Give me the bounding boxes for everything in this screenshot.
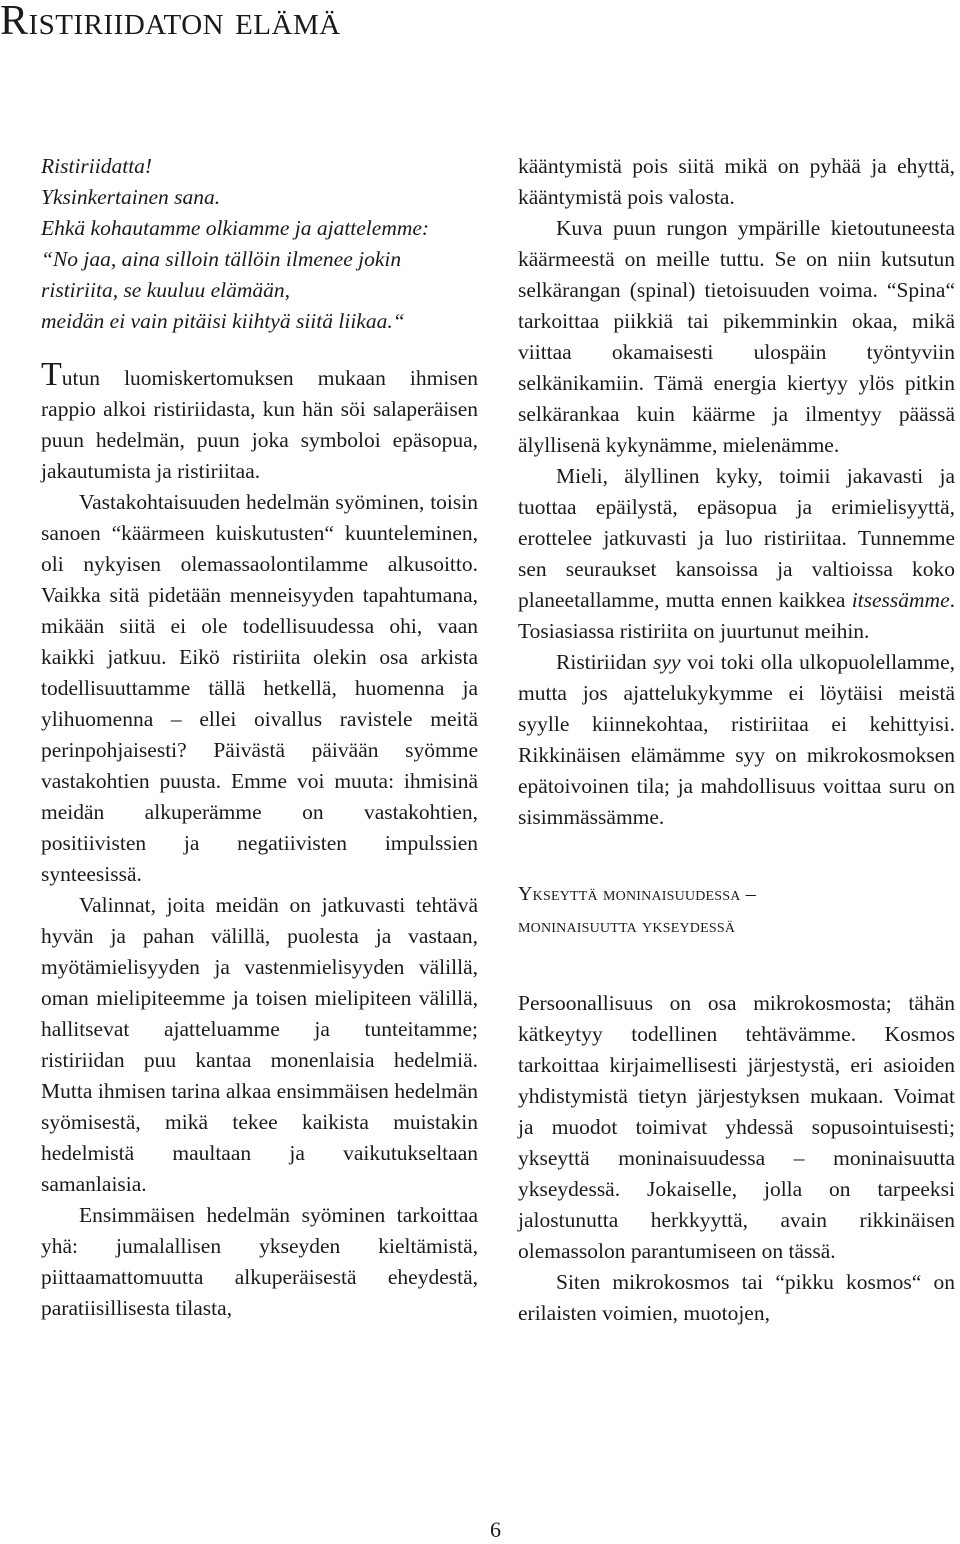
body-paragraph [41,356,478,487]
poem-line: Yksinkertainen sana. [41,185,221,209]
section-heading-line: Ykseyttä moninaisuudessa – [518,883,756,905]
drop-cap: T [41,356,62,393]
paragraph-text: utun luomiskertomuksen mukaan ihmisen rappio alkoi ristiriidasta, kun hän söi salaperäisen puun hedelmän, puun joka symboloi epäsopua, jakautumista ja ristiriitaa. [41,366,478,483]
poem-line: Ehkä kohautamme olkiamme ja ajattelemme: [41,216,430,240]
body-paragraph [518,647,955,833]
poem-line: “No jaa, aina silloin tällöin ilmenee jokin [41,247,402,271]
page-title: Ristiriidaton elämä [0,0,341,44]
paragraph-text: Mieli, älyllinen kyky, toimii jakavasti ja tuottaa epäilystä, epäsopua ja erimielisyyttä, erottelee jatkuvasti ja luo ristiriitaa. Tunnemme sen seuraukset kansoissa ja valtioissa koko planeetallamme, mutta ennen kaikkea [518,464,955,612]
section-heading-line: moninaisuutta ykseydessä [518,915,736,937]
paragraph-text: voi toki olla ulkopuolellamme, mutta jos ajattelukykymme ei löytäisi meistä syylle kiinnekohtaa, ristiriitaa ei kehittyisi. Rikkinäisen elämämme syy on mikrokosmoksen epätoivoinen tila; ja mahdollisuus voittaa suru on sisimmässämme. [518,650,955,829]
body-paragraph: Valinnat, joita meidän on jatkuvasti tehtävä hyvän ja pahan välillä, puolesta ja vastaan, myötämielisyyden ja vastenmielisyyden välillä, oman mielipiteemme ja toisen mielipiteen välillä, hallitsevat ajatteluamme ja tunteitamme; ristiriidan puu kantaa monenlaisia hedelmiä. Mutta ihmisen tarina alkaa ensimmäisen hedelmän syömisestä, mikä tekee kaikista muistakin hedelmistä maultaan ja vaikutukseltaan samanlaisia. [41,893,478,1196]
body-paragraph: kääntymistä pois siitä mikä on pyhää ja ehyttä, kääntymistä pois valosta. [518,154,955,209]
section-heading [518,878,955,942]
body-paragraph: Vastakohtaisuuden hedelmän syöminen, toisin sanoen “käärmeen kuiskutusten“ kuunteleminen, oli nykyisen olemassaolontilamme alkusoitto. Vaikka sitä pidetään menneisyyden tapahtumana, mikään siitä ei ole todellisuudessa ohi, vaan kaikki jatkuu. Eikö ristiriita olekin osa arkista todellisuuttamme tällä hetkellä, huomenna ja ylihuomenna – ellei oivallus ravistele meitä perinpohjaisesti? Päivästä päivään syömme vastakohtien puusta. Emme voi muuta: ihmisinä meidän alkuperämme on vastakohtien, positiivisten ja negatiivisten impulssien synteesissä. [41,490,478,886]
poem-line: Ristiriidatta! [41,154,153,178]
intro-poem [41,151,478,337]
body-paragraph: Ensimmäisen hedelmän syöminen tarkoittaa yhä: jumalallisen ykseyden kieltämistä, piittaamattomuutta alkuperäisestä eheydestä, paratiisillisesta tilasta, [41,1203,478,1320]
paragraph-text: . Tosiasiassa ristiriita on juurtunut meihin. [518,588,955,643]
poem-line: ristiriita, se kuuluu elämään, [41,278,291,302]
poem-line: meidän ei vain pitäisi kiihtyä siitä liikaa.“ [41,309,405,333]
left-column [41,151,478,1324]
body-paragraph: Siten mikrokosmos tai “pikku kosmos“ on erilaisten voimien, muotojen, [518,1270,955,1325]
emphasis-text: itsessämme [851,588,950,612]
paragraph-text: Ristiriidan [556,650,654,674]
right-column [518,151,955,1329]
body-paragraph: Persoonallisuus on osa mikrokosmosta; tähän kätkeytyy todellinen tehtävämme. Kosmos tarkoittaa kirjaimellisesti järjestystä, eri asioiden yhdistymistä tietyn järjestyksen mukaan. Voimat ja muodot toimivat yhdessä sopusointuisesti; ykseyttä moninaisuudessa – moninaisuutta ykseydessä. Jokaiselle, jolla on tarpeeksi jalostunutta herkkyyttä, avain rikkinäisen olemassolon parantumiseen on tässä. [518,991,955,1263]
page-number: 6 [490,1517,501,1542]
body-paragraph: Kuva puun rungon ympärille kietoutuneesta käärmeestä on meille tuttu. Se on niin kutsutun selkärangan (spinal) tietoisuuden voima. “Spina“ tarkoittaa piikkiä tai pikemminkin okaa, mikä viittaa okamaisesti ulospäin työntyviin selkänikamiin. Tämä energia kiertyy ylös pitkin selkärankaa kuin käärme ja ilmentyy päässä älyllisenä kykynämme, mielenämme. [518,216,955,457]
body-paragraph [518,461,955,647]
emphasis-text: syy [653,650,681,674]
